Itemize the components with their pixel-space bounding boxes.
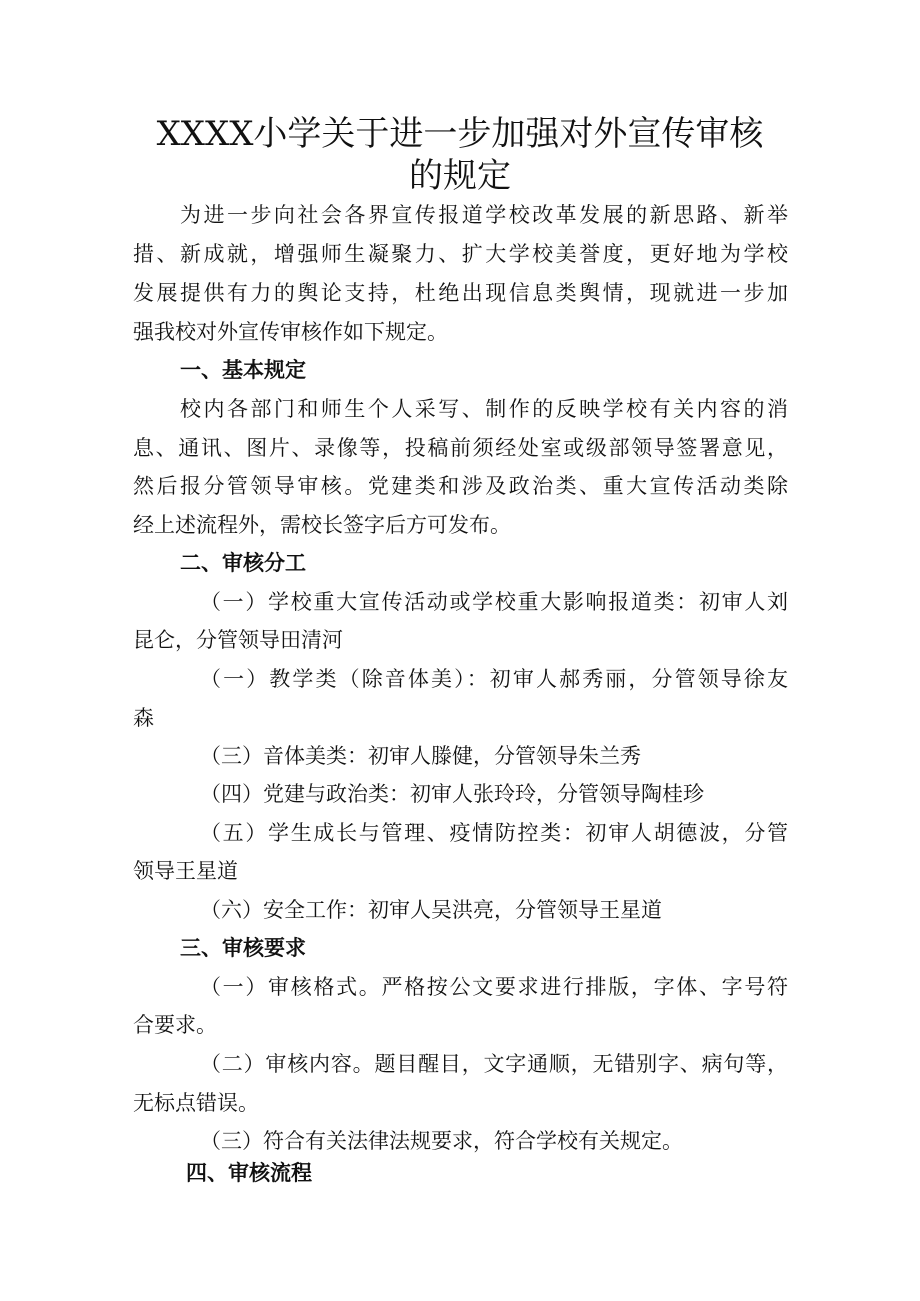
intro-line: 强我校对外宣传审核作如下规定。 <box>133 320 448 344</box>
document-title-line-1: XXXX小学关于进一步加强对外宣传审核 <box>156 114 764 154</box>
list-item-line: （六）安全工作：初审人吴洪亮，分管领导王星道 <box>200 898 662 922</box>
intro-line: 为进一步向社会各界宣传报道学校改革发展的新思路、新举 <box>180 203 788 227</box>
paragraph-line: 经上述流程外，需校长签字后方可发布。 <box>133 513 511 537</box>
section-heading-basic-rules: 一、基本规定 <box>180 358 306 382</box>
section-heading-review-division: 二、审核分工 <box>180 551 306 575</box>
list-item-line: （一）学校重大宣传活动或学校重大影响报道类：初审人刘 <box>200 590 788 614</box>
list-item-line: 领导王星道 <box>133 859 238 883</box>
paragraph-line: 校内各部门和师生个人采写、制作的反映学校有关内容的消 <box>180 397 788 421</box>
paragraph-line: 然后报分管领导审核。党建类和涉及政治类、重大宣传活动类除 <box>133 474 788 498</box>
paragraph-line: 息、通讯、图片、录像等，投稿前须经处室或级部领导签署意见， <box>133 436 788 460</box>
intro-line: 措、新成就，增强师生凝聚力、扩大学校美誉度，更好地为学校 <box>133 242 788 266</box>
document-title-line-2: 的规定 <box>409 156 511 196</box>
list-item-line: 无标点错误。 <box>133 1091 259 1115</box>
list-item-line: （一）审核格式。严格按公文要求进行排版，字体、字号符 <box>200 975 788 999</box>
list-item-line: （三）音体美类：初审人滕健，分管领导朱兰秀 <box>200 744 641 768</box>
list-item-line: （二）审核内容。题目醒目，文字通顺，无错别字、病句等， <box>200 1052 788 1076</box>
section-heading-review-requirements: 三、审核要求 <box>180 936 306 960</box>
list-item-line: （一）教学类（除音体美）：初审人郝秀丽，分管领导徐友 <box>200 667 788 691</box>
intro-line: 发展提供有力的舆论支持，杜绝出现信息类舆情，现就进一步加 <box>133 281 788 305</box>
list-item-line: 合要求。 <box>133 1013 217 1037</box>
list-item-line: （四）党建与政治类：初审人张玲玲，分管领导陶桂珍 <box>200 782 704 806</box>
list-item-line: 昆仑，分管领导田清河 <box>133 628 343 652</box>
list-item-line: （三）符合有关法律法规要求，符合学校有关规定。 <box>200 1129 683 1153</box>
section-heading-review-process: 四、审核流程 <box>186 1161 312 1185</box>
list-item-line: （五）学生成长与管理、疫情防控类：初审人胡德波，分管 <box>200 821 788 845</box>
list-item-line: 森 <box>133 706 154 730</box>
